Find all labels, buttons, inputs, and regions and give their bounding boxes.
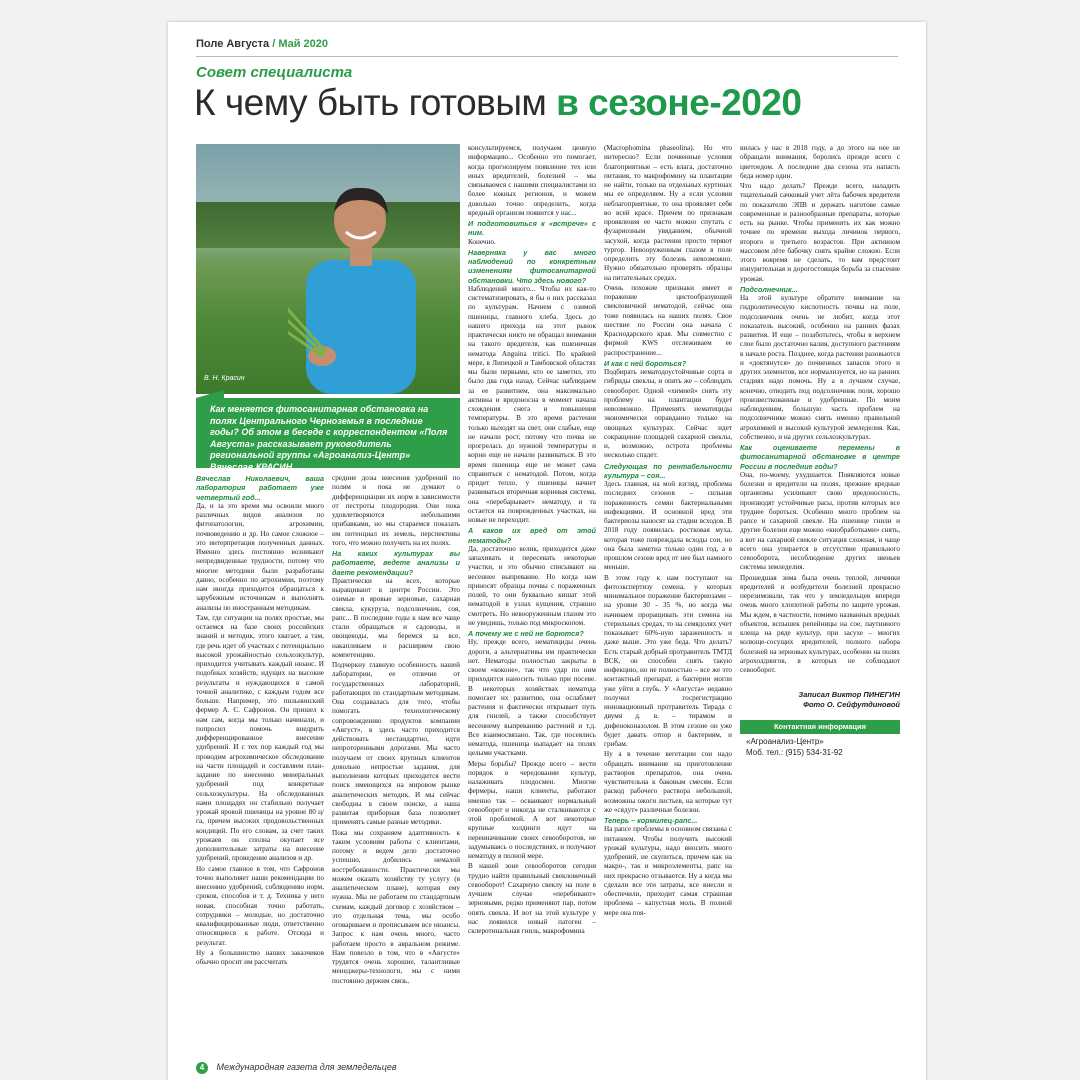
- person-figure: [288, 180, 438, 394]
- paragraph: Пока мы сохраняем адаптивность к таким условиям работы с клиентами, потому и ведем дело достаточно успешно, добились немалой востребованности. Практически мы можем оказать хозяйству ту услугу (в аналитическом плане), которая ему нужна. Мы не работаем по стандартным схемам, каждый договор с хозяйством – это отдельная тема, мы особо оговариваем и прописываем все нюансы. Запрос к нам очень много, часто работаем просто в авральном режиме. Нам повезло в том, что в «Августе» трудятся очень хорошие, талантливые менеджеры-технологи, мы с ними постоянно держим связь,: [332, 828, 460, 985]
- paragraph: (Macrophomina phaseolina). Но что интересно? Если почвенные условия благоприятные – есть влага, достаточно питания, то макрофомину на плантации не найти, только на отдельных куртинах мы ее определяем. Ну а если условия неблагоприятные, то она проявляет себя во всей красе. Причем по признакам проявления ее часто можно спутать с фузариозным увяданием, обычной засухой, когда растения просто теряют тургор. Невооруженным глазом в поле определить эту болезнь невозможно. Нужно обязательно проверять образцы на питательных средах.: [604, 144, 732, 282]
- question: А почему же с ней не борются?: [468, 629, 584, 638]
- header-rule: [196, 56, 898, 57]
- paragraph: Здесь главная, на мой взгляд, проблема последних сезонов – сильная пораженность семян бактериальными инфекциями. И основной вред эти бактериозы наносят на стадии всходов. В 2018 году появилась ростковая муха, которая тоже повреждала всходы сои, но она была заметна только один год, а в прошлом сезоне вред от нее был намного меньше.: [604, 480, 732, 572]
- contact-phone: Моб. тел.: (915) 534-31-92: [746, 748, 843, 757]
- paragraph: Что надо делать? Прежде всего, наладить тщательный сачковый учет лёта бабочек вредителя по показателю ЭПВ и держать наготове самые современные и разнообразные препараты, которые есть на рынке. Чтобы применять их как можно точнее по времени выхода личинок первого, второго и третьего возрастов. При активном массовом лёте бабочку снять крайне сложно. Если этого вовремя не сделать, то вам предстоит изнурительная и дорогостоящая борьба за спасение урожая.: [740, 182, 900, 283]
- paragraph: Наблюдений много... Чтобы их как-то систематизировать, я бы о них рассказал по культурам. Начнем с озимой пшеницы, главного хлеба. Здесь до нашего прихода на этот рынок практически никто не обращал внимания на такого вредителя, как пшеничная нематода Anguina tritici. По крайней мере, в Липецкой и Тамбовской областях мы были первыми, кто ее заметил, это было два года назад. Сейчас наблюдаем за ее развитием, она максимально активна и вредоносна в момент начала схождения снега и повышения температуры. В это время растения только выходят на свет, они слабые, еще не начали рост, потому что почва не прогрелась до нужной температуры и корни еще не начали развиваться. В это время пшеница еще не может сама справиться с нематодой. Потом, когда придет тепло, у пшеницы начнет развиваться вторичная корневая система, она «перебарывает» нематоду, и та остается на поврежденных участках, на новые не переходит.: [468, 284, 596, 524]
- title-accent: в сезоне-2020: [556, 82, 802, 123]
- paragraph: Да, достаточно велик, приходится даже запахивать и пересевать некоторые участки, и это обычно списывают на весеннее выпревание. Но когда нам приносят образцы почвы с пораженных полей, то они буквально кишат этой нематодой в узлах кущения, страшно смотреть. Но невооруженным глазом это не увидишь, только под микроскопом.: [468, 544, 596, 627]
- paragraph: Ну а большинство наших заказчиков обычно просит им рассчитать: [196, 948, 324, 966]
- photo-credit: Фото О. Сейфутдиновой: [803, 700, 900, 709]
- paragraph: Прошедшая зима была очень теплой, личинки вредителей и возбудители болезней прекрасно перезимовали, так что у земледельцев впереди очень много хлопотной работы по защите урожая. Мы ждем, в частности, помимо названных вредных объектов, вспышек репейницы на сое, паутинного клеща на ряде культур, при засухе – многих колюще-сосущих вредителей, полного набора болезней на зерновых культурах, особенно на полях агрохолдингов, в которых не соблюдают севооборот.: [740, 573, 900, 674]
- question: А каков их вред от этой нематоды?: [468, 526, 596, 545]
- question: Следующая по рентабельности культура – соя...: [604, 461, 732, 480]
- contact-box: [740, 736, 900, 758]
- paragraph: Очень похожие признаки имеет и поражение цистообразующей свекловичной нематодой, сейчас она тоже появилась на наших полях. Свое шествие по России она начала с Краснодарского края. Мы совместно с фирмой KWS отслеживаем ее распространение...: [604, 283, 732, 357]
- issue-date: Май 2020: [278, 38, 329, 50]
- paragraph: Она, по-моему, ухудшается. Появляются новые болезни и вредители на полях, прежние вредные организмы усиливают свою вредоносность, производят устойчивые расы, против которых все труднее бороться. Особенно много проблем на рапсе и сахарной свекле. На пшенице гнили и другие болезни еще можно «кнобработками» снять, а вот на сахарной свекле ситуация сложная, и чаще всего она упирается в отсутствие правильного севооборота, несоблюдение других звеньев системы земледелия.: [740, 470, 900, 572]
- paragraph: Конечно.: [468, 237, 496, 246]
- paragraph: Да, и за это время мы освоили много различных видов анализов по фитопатологии, агрохимии, почвоведению и др. Но самое сложное – это интерпретация полученных данных. Именно здесь постоянно возникают непредвиденные трудности, потому что многие методики были разработаны давно, особенно по агрохимии, поэтому нам иногда приходится обращаться к зарубежным источникам и выполнять анализы по иностранным методикам.: [196, 501, 324, 612]
- paragraph: консультируемся, получаем ценную информацию... Особенно это помогает, когда прогнозируем появление тех или иных вредителей, болезней – мы связываемся с нашими специалистами из более южных регионов, и можем довольно точно определить, когда вредный организм появится у нас...: [468, 144, 596, 217]
- question: На каких культурах вы работаете, ведете анализы и даете рекомендации?: [332, 549, 460, 577]
- paragraph: Но самое главное в том, что Сафронов точно выполняет наши рекомендации по внесению удобрений, соблюдению норм, сроков, способов и т. д. Техника у него новая, способная точно работать, сотрудники – молодые, но достаточно квалифицированные люди, ответственно относящиеся к работе. Отсюда и результат.: [196, 864, 324, 947]
- paragraph: В нашей зоне севооборотов сегодня трудно найти правильный свекловичный севооборот! Сахарную свеклу на поле в лучшем случае «перебивают» зерновыми, редко применяют пар, потом опять свекла. И вот на этой культуре у нас появился новый патоген – склеротинальная гниль, макрофомина: [468, 862, 596, 935]
- paragraph: вилась у нас в 2018 году, а до этого на нее не обращали внимания, боролись прежде всего с цветоедом. А последние два сезона эта напасть беда номер один.: [740, 144, 900, 180]
- question: Теперь – кормилец-рапс...: [604, 816, 698, 825]
- text-column-3: [468, 144, 596, 1072]
- paragraph: Там, где ситуации на полях простые, мы остаемся на базе своих российских знаний и методик, этого хватает, а там, где речь идет об участках с потенциально высокой урожайностью сельхозкультур, приходится учитывать каждый нюанс. И подобных хозяйств, идущих на высокие результаты и нуждающихся в самой точной аналитике, с каждым годом все больше. Например, это пильнинский фермер А. С. Сафронов. Он пришел к нам сам, когда мы только начинали, и попросил помочь внедрить дифференцированное внесение удобрений. И с тех пор каждый год мы проводим агрохимическое обследование на части площадей и составляем план-задание по внесению минеральных удобрений под конкретные сельхозкультуры. На обследованных нами площадях он стабильно получает урожай яровой пшеницы на уровне 80 ц/га, причем высоких продовольственных кондиций. По его словам, за счет таких урожаев он сполна окупает все дополнительные затраты на внесение удобрений, проведение анализов и др.: [196, 613, 324, 863]
- paragraph: Ну, прежде всего, нематициды очень дороги, а альтернативы им практически нет. Нематоды полностью закрыты в своем «коконе», так что удар по ним приходится наносить только при посеве. В некоторых хозяйствах нематода помогает их развитию, она ослабляет растения и фактически открывает путь для гнилей, а также способствует весеннему выпреванию растений и т.д. Все взаимосвязано. Так, где посеялись нематода, пшеница выпадает на полях целыми участками.: [468, 638, 596, 758]
- portrait-photo: [196, 144, 460, 394]
- paragraph: В этом году к нам поступают на фитоэкспертизу семена, у которых минимальное поражение бактериозами – на уровне 30 - 35 %, но когда мы начинаем проращивать эти семена на стерильных средах, то на семядолях учет показывает 60%-ную зараженность и даже выше. Это уже беда. Что делать? Есть старый добрый протравитель ТМТД ВСК, он способен снять такую инфекцию, но не полностью – все же это контактный препарат, а бактерии могли уже уйти в глубь. У «Августа» недавно получил госрегистрацию инновационный протравитель Тирада с двумя д. в. – тирамом и дифеноконазолом. В этом сезоне он уже будет давать отпор и бактериям, и грибам.: [604, 573, 732, 748]
- paragraph: Ну а в течение вегетации сои надо обращать внимание на приготовление растворов препаратов, она очень чувствительна к баковым смесям. Если раскод рабочего раствора небольшой, возможны ожоги листьев, на которые тут же «сядут» различные болезни.: [604, 750, 732, 814]
- page-number: 4: [196, 1062, 208, 1074]
- text-column-5: [740, 144, 900, 674]
- footer-text: Международная газета для земледельцев: [216, 1062, 397, 1072]
- header-separator: /: [272, 38, 276, 50]
- article-title: [194, 82, 801, 124]
- paragraph: Подбирать нематодоустойчивые сорта и гибриды свеклы, и опять же – соблюдать севооборот. Одной «химией» снять эту проблему на плантации будет невозможно. Применять нематициды экономически оправданно только на овощных культурах. Сейчас идет сокращение площадей сахарной свеклы, и, возможно, острота проблемы несколько спадет.: [604, 368, 732, 460]
- paragraph: Практически на всех, которые выращивают в центре России. Это озимые и яровые зерновые, сахарная свекла, кукуруза, подсолнечник, соя, рапс... В последние годы к нам все чаще стали обращаться и садоводы, и овощеводы, мы беремся за все, накапливаем и расширяем свою компетенцию.: [332, 576, 460, 659]
- page-footer: [196, 1062, 397, 1074]
- paragraph: Меры борьбы? Прежде всего – вести порядок в чередовании культур, налаживать плодосмен. Многие фермеры, наши клиенты, работают именно так – осваивают нормальный севооборот и никогда не сталкиваются с этой проблемой. А вот некоторые крупные холдинги идут на переиначивание своих севооборотов, не задумываясь о последствиях, и получают нематоду в полной мере.: [468, 759, 596, 860]
- question: Подсолнечник...: [740, 284, 798, 294]
- lead-box: Как меняется фитосанитарная обстановка на полях Центрального Черноземья в последние годы? Об этом в беседе с корреспондентом «Поля Августа» рассказывает руководитель региональной группы «Агроанализ-Центр» Вячеслав КРАСИН.: [196, 398, 460, 468]
- title-main: К чему быть готовым: [194, 82, 547, 123]
- newspaper-page: [168, 22, 926, 1080]
- question: Вячеслав Николаевич, ваша лаборатория работает уже четвертый год...: [196, 474, 324, 502]
- question: И подготовиться к «встрече» с ним.: [468, 219, 596, 238]
- newspaper-name: Поле Августа: [196, 38, 270, 50]
- paragraph: На этой культуре обратите внимание на гидролитическую кислотность почвы на поле, подсолнечник очень не любит, когда этот показатель высокий, особенно на ранних фазах развития. И еще – позаботьтесь, чтобы в верхнем слое было достаточно калия, доступного растениям в начале роста. Позднее, когда растения разовьются и «доктянутся» до почвенных запасов этого и других элементов, все нормализуется, но на ранних стадиях надо помочь. Ну а в лучшем случае, конечно, отводить под подсолнечник поля, хорошо произвесткованные и удобренные. По моим наблюдениям, большую часть проблем на подсолнечнике можно снять именно правильной агрохимией и высокой культурой земледелия. Как, собственно, и на других сельхозкультурах.: [740, 294, 900, 441]
- running-header: [196, 38, 328, 50]
- contact-heading: Контактная информация: [740, 720, 900, 734]
- text-column-4: [604, 144, 732, 1072]
- question: Наверняка у вас много наблюдений по конкретным изменениям фитосанитарной обстановки. Что здесь нового?: [468, 247, 596, 285]
- question: Как оцениваете перемены в фитосанитарной обстановке в центре России в последние годы?: [740, 443, 900, 471]
- photo-caption: В. Н. Красин: [204, 375, 245, 382]
- paragraph: средние дозы внесения удобрений по полям и пока не думают о дифференциации их норм в зависимости от пестроты плодородия. Они пока удовлетворяются небольшими прибавками, но мы стараемся показать им потенциал их земель, перспективы того, что можно получить на их полях.: [332, 474, 460, 547]
- paragraph: Подчеркну главную особенность нашей лаборатории, ее отличие от государственных лабораторий, работающих по стандартным методикам. Она создавалась для того, чтобы помогать технологическому сопровождению продуктов компании «Август», в здесь часто приходится действовать нестандартно, идти непроторенными дорогами. Мы часто получаем от своих крупных клиентов довольно непростые задания, для выполнения которых приходится вести поиск имеющихся на мировом рынке аналитических методик. И мы сейчас свободны в своем поиске, а наша развитая приборная база позволяет применять самые разные методики.: [332, 661, 460, 827]
- question: И как с ней бороться?: [604, 358, 687, 368]
- text-column-1: [196, 474, 324, 1072]
- signature: [740, 690, 900, 710]
- text-column-2: [332, 474, 460, 1072]
- rubric: Совет специалиста: [196, 64, 353, 81]
- paragraph: На рапсе проблемы в основном связаны с питанием. Чтобы получить высокий урожай культуры, надо вносить много удобрений, не скупиться, причем как на макро-, так и микроэлементы, рапс на них прекрасно отзывается. Ну а когда мы сделали все эти затраты, все внесли и обеспечили, приходит самая страшная проблема – капустная моль. В полной мере она поя-: [604, 825, 732, 917]
- contact-company: «Агроанализ-Центр»: [746, 737, 824, 746]
- author-credit: Записал Виктор ПИНЕГИН: [798, 690, 900, 699]
